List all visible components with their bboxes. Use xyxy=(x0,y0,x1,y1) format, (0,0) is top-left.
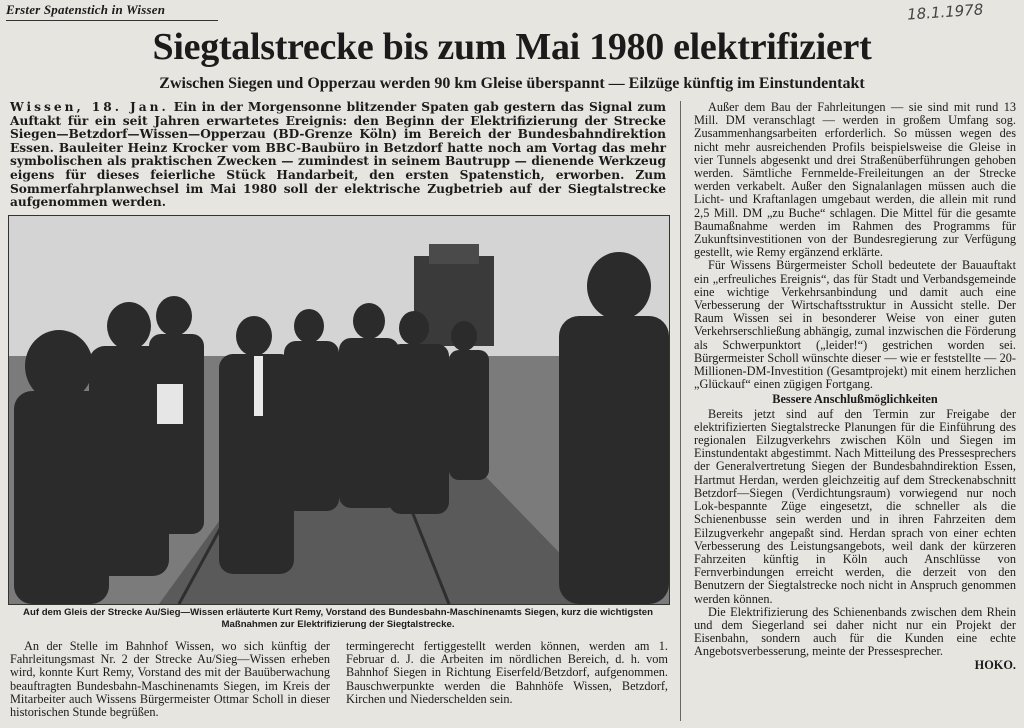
news-photo xyxy=(8,215,670,605)
kicker-rule xyxy=(6,20,218,21)
photo-illustration xyxy=(9,216,669,604)
body-column-middle xyxy=(346,640,668,706)
paragraph: Die Elektrifizierung des Schienenbands zwischen dem Rhein und dem Siegerland sei daher nicht nur ein Projekt der Eisenbahn, sondern auch für die Kunden eine echte Angebotsverbesserung, meinte der Pressesprecher. xyxy=(694,604,1016,659)
paragraph: An der Stelle im Bahnhof Wissen, wo sich künftig der Fahrleitungsmast Nr. 2 der Strecke Au/Sieg—Wissen erheben wird, konnte Kurt Remy, Vorstand des mit der Bauüberwachung beauftragten Bundesbahn-Maschinenamts Siegen, im Kreis der Mitarbeiter auch Wissens Bürgermeister Ottmar Scholl in dieser historischen Stunde begrüßen. xyxy=(10,639,330,720)
lead-paragraph xyxy=(10,101,666,210)
body-column-right xyxy=(694,101,1016,672)
dateline: Wissen, 18. Jan. xyxy=(10,100,169,114)
subheadline: Zwischen Siegen und Opperzau werden 90 km Gleise überspannt — Eilzüge künftig im Einstundentakt xyxy=(159,75,865,92)
author-signature: HOKO. xyxy=(974,657,1016,672)
paragraph: Bereits jetzt sind auf den Termin zur Freigabe der elektrifizierten Siegtalstrecke Planungen für die Einführung des regionalen Eilzugverkehrs zwischen Köln und Siegen im Einstundentakt abgestimmt. Nach Mitteilung des Pressesprechers der Generalvertretung Siegen der Bundesbahndirektion Essen, Hartmut Herdan, werden gleichzeitig auf dem Streckenabschnitt Betzdorf—Siegen (Verdichtungsraum) vorwiegend nur noch Lok-bespannte Züge eingesetzt, die schneller als die Schienenbusse sein werden und in ihren Fahrzeiten dem Eilzugverkehr angepaßt sind. Herdan sprach von einer echten Verbesserung des Leistungsangebots, weil dank der kürzeren Fahrzeiten künftig in Köln auch Anschlüsse von Fernverbindungen erreicht werden, die derzeit von den Benutzern der Siegtalstrecke noch nicht in Anspruch genommen werden können. xyxy=(694,406,1016,606)
paragraph: termingerecht fertiggestellt werden können, werden am 1. Februar d. J. die Arbeiten im nördlichen Bereich, d. h. vom Bahnhof Siegen in Richtung Eiserfeld/Betzdorf, aufgenommen. Bauschwerpunkte werden die Bahnhöfe Wissen, Betzdorf, Kirchen und Niederschelden sein. xyxy=(346,639,668,706)
paragraph: Außer dem Bau der Fahrleitungen — sie sind mit rund 13 Mill. DM veranschlagt — werden in großem Umfang sog. Zusammenhangsarbeiten erforderlich. So müssen wegen des nicht mehr ausreichenden Profils beispielsweise die Gleise in vier Tunnels abgesenkt und drei Straßenüberführungen gehoben werden. Sämtliche Fernmelde-Freileitungen an der Strecke werden verkabelt. Außer den Signalanlagen müssen auch die Licht- und Kraftanlagen umgebaut werden, die allein mit rund 2,5 Mill. DM „zu Buche“ schlagen. Die Mittel für die gesamte Baumaßnahme werden im Rahmen des Programms für Zukunftsinvestitionen von der Bundesregierung zur Verfügung gestellt, wie Remy ergänzend erklärte. xyxy=(694,100,1016,260)
lead-text: Ein in der Morgensonne blitzender Spaten gab gestern das Signal zum Auftakt für ein seit Jahren erwartetes Ereignis: den Beginn der Elektrifizierung der Strecke Siegen—Betzdorf—Wissen—Opperzau (BD-Grenze Köln) im Bereich der Bundesbahndirektion Essen. Bauleiter Heinz Krocker vom BBC-Baubüro in Betzdorf hatte noch am Vortag das mehr symbolischen als praktischen Zwecken — zumindest in seinem Bautrupp — dienende Werkzeug eigens für dieses feierliche Stück Handarbeit, den ersten Spatenstich, erworben. Zum Sommerfahrplanwechsel im Mai 1980 soll der elektrische Zugbetrieb auf der Siegtalstrecke aufgenommen werden. xyxy=(10,100,667,210)
column-rule xyxy=(680,101,681,721)
handwritten-date: 18.1.1978 xyxy=(906,0,984,24)
paragraph: Für Wissens Bürgermeister Scholl bedeutete der Bauauftakt ein „erfreuliches Ereignis“, das für Stadt und Verbandsgemeinde eine wichtige Verkehrsanbindung und damit auch eine Verbesserung der Wirtschaftsstruktur in Aussicht stelle. Der Raum Wissen sei in besonderer Weise von einer guten Verkehrserschließung abhängig, zumal inzwischen die Förderung als Schwerpunktort („leider!“) gestrichen worden sei. Bürgermeister Scholl wünschte dieser — wie er feststellte — 20-Millionen-DM-Investition (Gesamtprojekt) mit einem herzlichen „Glückauf“ einen zügigen Fortgang. xyxy=(694,258,1016,392)
kicker: Erster Spatenstich in Wissen xyxy=(6,2,166,17)
photo-caption: Auf dem Gleis der Strecke Au/Sieg—Wissen erläuterte Kurt Remy, Vorstand des Bundesbahn-Maschinenamts Siegen, kurz die wichtigsten Maßnahmen zur Elektrifizierung der Siegtalstrecke. xyxy=(23,607,653,630)
section-subhead: Bessere Anschlußmöglichkeiten xyxy=(772,392,938,407)
headline: Siegtalstrecke bis zum Mai 1980 elektrifiziert xyxy=(152,26,872,68)
body-column-left xyxy=(10,640,330,719)
